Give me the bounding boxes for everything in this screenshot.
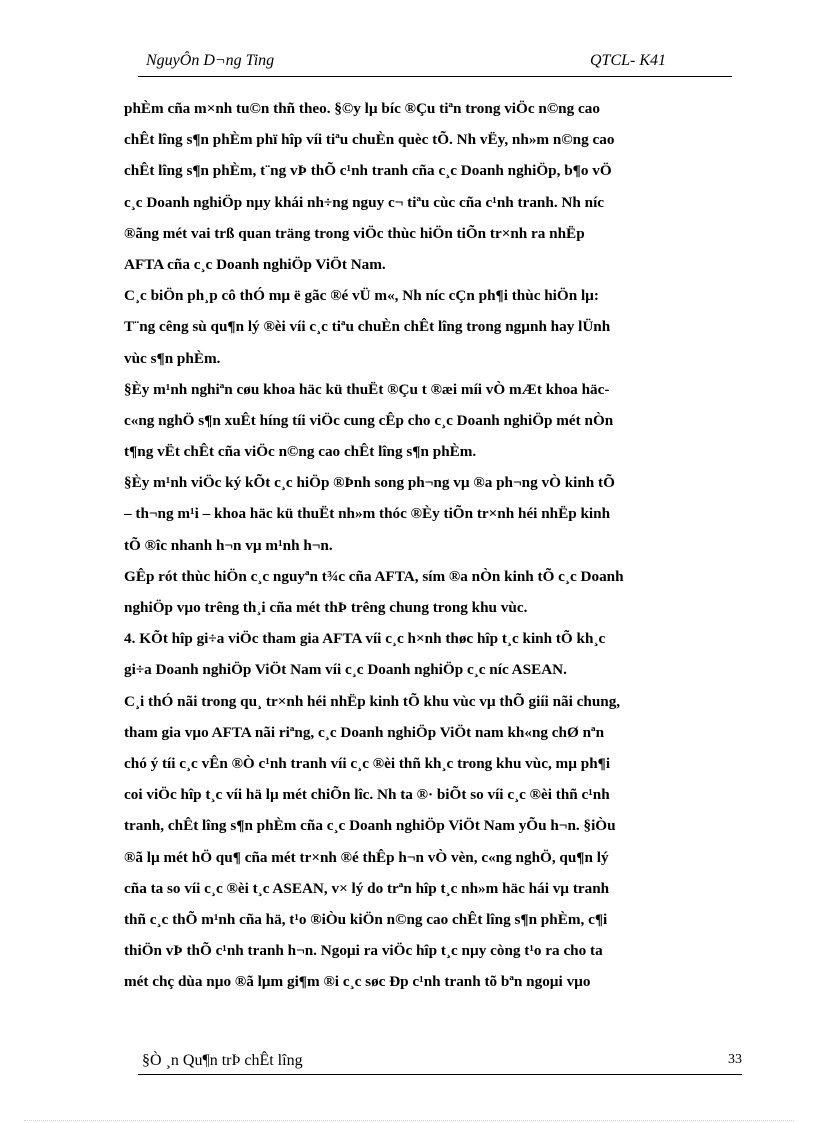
body-line: §Èy m¹nh viÖc ký kÕt c¸c hiÖp ®Þnh song ph¬ng vµ ®a ph¬ng vÒ kinh tÕ <box>124 474 615 492</box>
page-number: 33 <box>728 1052 742 1067</box>
body-line: vùc s¶n phÈm. <box>124 349 221 367</box>
body-line: phÈm cña m×nh tu©n thñ theo. §©y lµ bíc ®Çu tiªn trong viÖc n©ng cao <box>124 100 600 117</box>
body-line: T¨ng cêng sù qu¶n lý ®èi víi c¸c tiªu chuÈn chÊt lîng trong ngµnh hay lÜnh <box>124 318 611 336</box>
body-line: GÊp rót thùc hiÖn c¸c nguyªn t¾c cña AFTA, sím ®a nÒn kinh tÕ c¸c Doanh <box>124 567 624 585</box>
page-boundary-divider <box>24 1120 794 1121</box>
footer-title: §Ò ¸n Qu¶n trÞ chÊt lîng <box>142 1052 303 1069</box>
body-line: AFTA cña c¸c Doanh nghiÖp ViÖt Nam. <box>124 255 386 273</box>
body-line: mét chç dùa nµo ®ã lµm gi¶m ®i c¸c søc Ðp c¹nh tranh tõ bªn ngoµi vµo <box>124 973 591 991</box>
body-line: gi÷a Doanh nghiÖp ViÖt Nam víi c¸c Doanh nghiÖp c¸c níc ASEAN. <box>124 661 567 679</box>
body-line: chÊt lîng s¶n phÈm, t¨ng vÞ thÕ c¹nh tranh cña c¸c Doanh nghiÖp, b¶o vÖ <box>124 162 612 180</box>
body-line: cña ta so víi c¸c ®èi t¸c ASEAN, v× lý do trªn hîp t¸c nh»m häc hái vµ tranh <box>124 879 610 897</box>
body-text <box>124 93 770 997</box>
body-line: tham gia vµo AFTA nãi riªng, c¸c Doanh nghiÖp ViÖt nam kh«ng chØ nªn <box>124 723 605 741</box>
body-line: ®ãng mét vai trß quan träng trong viÖc thùc hiÖn tiÕn tr×nh ra nhËp <box>124 224 585 242</box>
body-line: thñ c¸c thÕ m¹nh cña hä, t¹o ®iÒu kiÖn n©ng cao chÊt lîng s¶n phÈm, c¶i <box>124 910 608 928</box>
body-line: thiÖn vÞ thÕ c¹nh tranh h¬n. Ngoµi ra viÖc hîp t¸c nµy còng t¹o ra cho ta <box>124 942 603 960</box>
body-line: chÊt lîng s¶n phÈm phï hîp víi tiªu chuÈn quèc tÕ. Nh vËy, nh»m n©ng cao <box>124 131 615 149</box>
body-line: t¶ng vËt chÊt cña viÖc n©ng cao chÊt lîng s¶n phÈm. <box>124 443 477 461</box>
body-line: 4. KÕt hîp gi÷a viÖc tham gia AFTA víi c¸c h×nh thøc hîp t¸c kinh tÕ kh¸c <box>124 630 606 648</box>
body-line: tranh, chÊt lîng s¶n phÈm cña c¸c Doanh nghiÖp ViÖt Nam yÕu h¬n. §iÒu <box>124 817 616 835</box>
body-line: c¸c Doanh nghiÖp nµy khái nh÷ng nguy c¬ tiªu cùc cña c¹nh tranh. Nh níc <box>124 193 605 211</box>
body-line: – th¬ng m¹i – khoa häc kü thuËt nh»m thóc ®Èy tiÕn tr×nh héi nhËp kinh <box>124 505 611 523</box>
body-line: C¸c biÖn ph¸p cô thÓ mµ ë gãc ®é vÜ m«, Nh níc cÇn ph¶i thùc hiÖn lµ: <box>124 287 599 305</box>
body-line: nghiÖp vµo trêng th¸i cña mét thÞ trêng chung trong khu vùc. <box>124 599 528 616</box>
body-line: ®ã lµ mét hÖ qu¶ cña mét tr×nh ®é thÊp h¬n vÒ vèn, c«ng nghÖ, qu¶n lý <box>124 848 609 866</box>
body-line: §Èy m¹nh nghiªn cøu khoa häc kü thuËt ®Çu t ®æi míi vÒ mÆt khoa häc- <box>124 380 610 398</box>
body-line: c«ng nghÖ s¶n xuÊt híng tíi viÖc cung cÊp cho c¸c Doanh nghiÖp mét nÒn <box>124 411 614 429</box>
body-line: tÕ ®îc nhanh h¬n vµ m¹nh h¬n. <box>124 536 333 554</box>
page-header <box>138 50 732 77</box>
body-line: chó ý tíi c¸c vÊn ®Ò c¹nh tranh víi c¸c ®èi thñ kh¸c trong khu vùc, mµ ph¶i <box>124 754 611 772</box>
header-class: QTCL- K41 <box>590 52 667 69</box>
body-line: coi viÖc hîp t¸c víi hä lµ mét chiÕn lîc. Nh ta ®· biÕt so víi c¸c ®èi thñ c¹nh <box>124 786 610 804</box>
header-author: NguyÔn D¬ng Ting <box>146 52 275 69</box>
body-line: C¸i thÓ nãi trong qu¸ tr×nh héi nhËp kinh tÕ khu vùc vµ thÕ giíi nãi chung, <box>124 692 621 710</box>
page-footer <box>138 1050 742 1075</box>
